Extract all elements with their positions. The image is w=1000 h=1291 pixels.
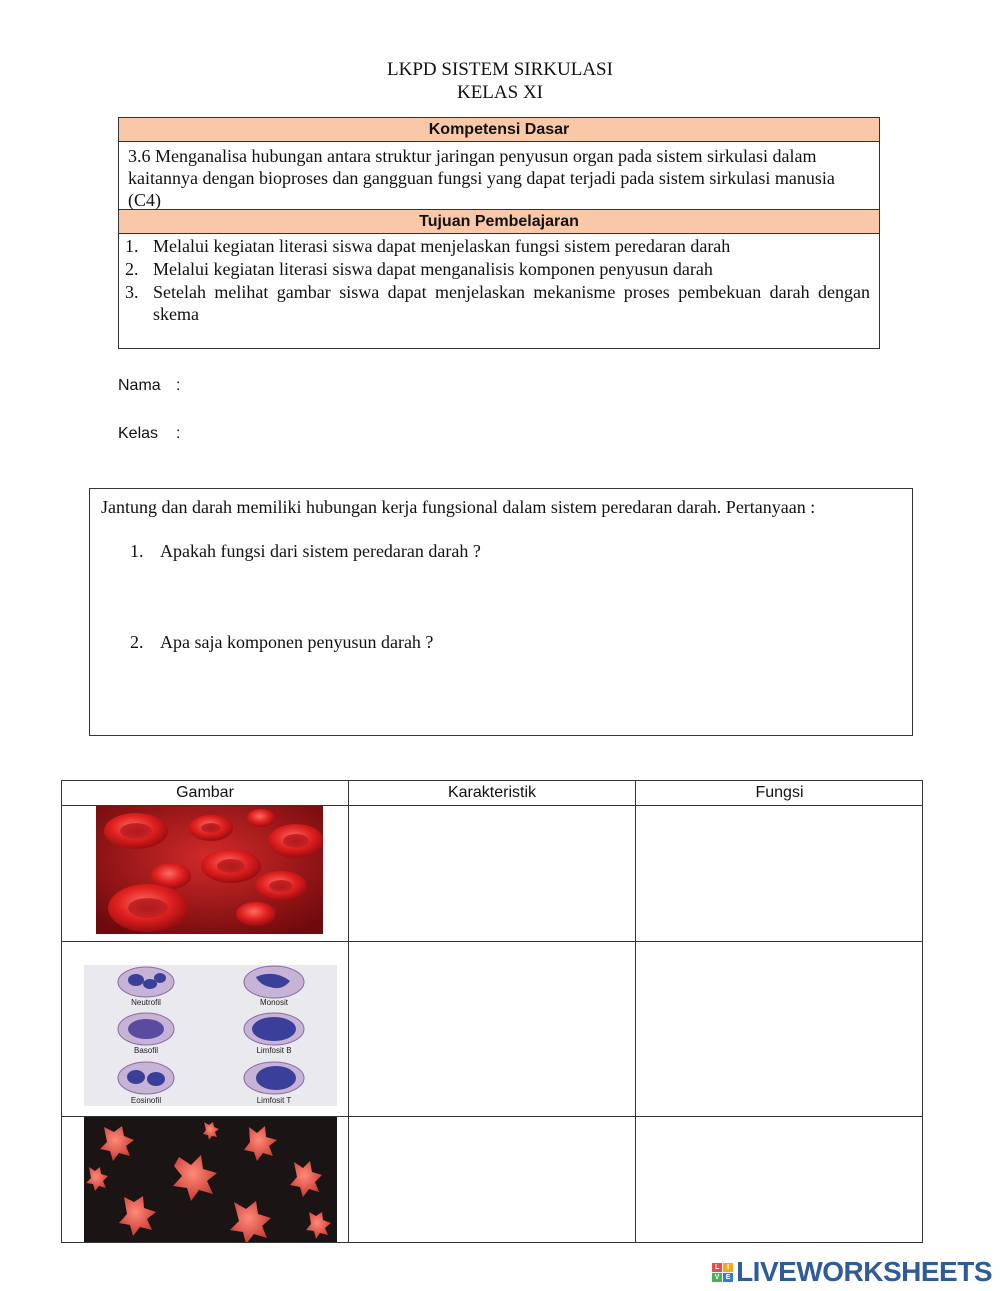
kompetensi-text: 3.6 Menganalisa hubungan antara struktur jaringan penyusun organ pada sistem sirkulasi dalam kaitannya dengan bioproses dan gangguan fungsi yang dapat terjadi pada sistem sirkulasi manusia (C4) <box>119 142 879 210</box>
list-item-number: 1. <box>125 236 139 256</box>
brand-name: LIVEWORKSHEETS <box>736 1256 992 1287</box>
list-item-number: 3. <box>125 282 139 302</box>
tujuan-list <box>119 235 879 325</box>
answer-cell-karakteristik-3[interactable] <box>349 1117 635 1243</box>
leukocyte-label: Basofil <box>133 1046 158 1055</box>
question-text: Apa saja komponen penyusun darah ? <box>160 632 434 652</box>
white-blood-cells-image <box>84 965 337 1106</box>
list-item-text: Setelah melihat gambar siswa dapat menjelaskan mekanisme proses pembekuan darah dengan skema <box>153 282 870 324</box>
nama-colon: : <box>176 377 181 394</box>
page-title: LKPD SISTEM SIRKULASI <box>387 59 613 80</box>
answer-cell-fungsi-3[interactable] <box>636 1117 923 1243</box>
answer-cell-karakteristik-2[interactable] <box>349 942 635 1116</box>
nama-label: Nama <box>118 377 161 394</box>
list-item <box>125 281 870 325</box>
answer-cell-karakteristik-1[interactable] <box>349 806 635 941</box>
kelas-field[interactable] <box>118 425 180 443</box>
question-intro: Jantung dan darah memiliki hubungan kerja fungsional dalam sistem peredaran darah. Pertanyaan : <box>101 497 816 517</box>
list-item-number: 2. <box>125 259 139 279</box>
red-blood-cells-image <box>96 806 323 934</box>
kompetensi-heading: Kompetensi Dasar <box>119 118 879 142</box>
leukocyte-label: Limfosit B <box>256 1046 292 1055</box>
brand-mark-letter: L <box>712 1263 722 1272</box>
question-box <box>89 488 913 736</box>
column-header-karakteristik: Karakteristik <box>447 784 537 801</box>
blood-cell-table <box>61 780 923 1243</box>
platelets-image <box>84 1117 337 1242</box>
page-subtitle: KELAS XI <box>456 82 544 103</box>
brand-mark-icon <box>712 1263 733 1282</box>
leukocyte-label: Limfosit T <box>256 1096 292 1105</box>
leukocyte-label: Neutrofil <box>131 998 161 1007</box>
brand-mark-letter: I <box>723 1263 733 1272</box>
question-item <box>130 632 433 653</box>
question-item <box>130 541 481 562</box>
leukocyte-label: Monosit <box>259 998 288 1007</box>
list-item-text: Melalui kegiatan literasi siswa dapat menganalisis komponen penyusun darah <box>153 259 713 279</box>
question-text: Apakah fungsi dari sistem peredaran darah ? <box>160 541 481 561</box>
nama-field[interactable] <box>118 377 180 395</box>
question-number: 1. <box>130 541 144 561</box>
kelas-colon: : <box>176 425 181 442</box>
liveworksheets-logo <box>712 1256 992 1288</box>
competency-table <box>118 117 880 349</box>
leukocyte-label: Eosinofil <box>130 1096 162 1105</box>
answer-cell-fungsi-1[interactable] <box>636 806 923 941</box>
brand-mark-letter: E <box>723 1273 733 1282</box>
column-header-gambar: Gambar <box>176 784 234 801</box>
tujuan-heading: Tujuan Pembelajaran <box>119 210 879 234</box>
brand-mark-letter: V <box>712 1273 722 1282</box>
answer-cell-fungsi-2[interactable] <box>636 942 923 1116</box>
column-header-fungsi: Fungsi <box>755 784 804 801</box>
list-item <box>125 235 870 257</box>
question-number: 2. <box>130 632 144 652</box>
kelas-label: Kelas <box>118 425 159 442</box>
list-item-text: Melalui kegiatan literasi siswa dapat menjelaskan fungsi sistem peredaran darah <box>153 236 731 256</box>
list-item <box>125 258 870 280</box>
